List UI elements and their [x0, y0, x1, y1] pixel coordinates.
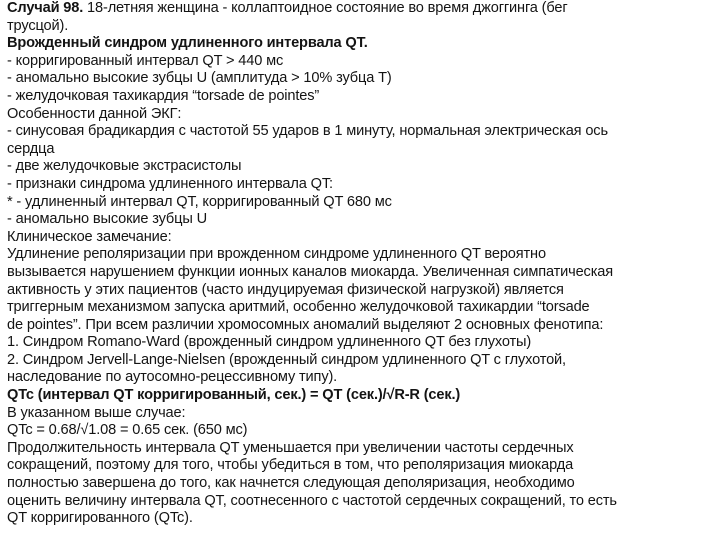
- case-title-line: [7, 0, 717, 18]
- clinical-line: активность у этих пациентов (часто индуцируемая физической нагрузкой) является: [7, 281, 564, 298]
- diagnosis-item: - корригированный интервал QT > 440 мс: [7, 52, 284, 69]
- clinical-line: de pointes”. При всем различии хромосомных аномалий выделяют 2 основных фенотипа:: [7, 316, 604, 333]
- example-intro: В указанном выше случае:: [7, 404, 186, 421]
- case-title-text: 18-летняя женщина - коллаптоидное состояние во время джоггинга (бег: [83, 0, 568, 16]
- clinical-line: триггерным механизмом запуска аритмий, особенно желудочковой тахикардии “torsade: [7, 299, 590, 316]
- ecg-line: - две желудочковые экстрасистолы: [7, 158, 242, 175]
- clinical-line: 2. Синдром Jervell-Lange-Nielsen (врожденный синдром удлиненного QT с глухотой,: [7, 351, 566, 368]
- clinical-line: Удлинение реполяризации при врожденном синдроме удлиненного QT вероятно: [7, 246, 546, 263]
- clinical-line: наследование по аутосомно-рецессивному типу).: [7, 369, 338, 386]
- ecg-line: - аномально высокие зубцы U: [7, 211, 207, 228]
- clinical-line: вызывается нарушением функции ионных каналов миокарда. Увеличенная симпатическая: [7, 263, 613, 280]
- conclusion-line: сокращений, поэтому для того, чтобы убедиться в том, что реполяризация миокарда: [7, 457, 574, 474]
- diagnosis-item: - желудочковая тахикардия “torsade de pointes”: [7, 87, 320, 104]
- case-number-label: Случай 98.: [7, 0, 84, 16]
- qtc-formula: QTc (интервал QT корригированный, сек.) = QT (сек.)/√R-R (сек.): [7, 387, 461, 404]
- clinical-heading: Клиническое замечание:: [7, 228, 172, 245]
- case-title-continuation: трусцой).: [7, 17, 69, 34]
- example-calculation: QTc = 0.68/√1.08 = 0.65 сек. (650 мс): [7, 422, 248, 439]
- clinical-line: 1. Синдром Romano-Ward (врожденный синдром удлиненного QT без глухоты): [7, 334, 532, 351]
- diagnosis-item: - аномально высокие зубцы U (амплитуда > 10% зубца T): [7, 70, 392, 87]
- conclusion-line: Продолжительность интервала QT уменьшается при увеличении частоты сердечных: [7, 439, 574, 456]
- conclusion-line: полностью завершена до того, как начнется следующая деполяризация, необходимо: [7, 475, 575, 492]
- ecg-line: * - удлиненный интервал QT, корригированный QT 680 мс: [7, 193, 392, 210]
- ecg-heading: Особенности данной ЭКГ:: [7, 105, 182, 122]
- diagnosis-heading: Врожденный синдром удлиненного интервала QT.: [7, 35, 368, 52]
- ecg-line: - синусовая брадикардия с частотой 55 ударов в 1 минуту, нормальная электрическая ось: [7, 123, 608, 140]
- conclusion-line: оценить величину интервала QT, соотнесенного с частотой сердечных сокращений, то есть: [7, 492, 617, 509]
- ecg-line: - признаки синдрома удлиненного интервала QT:: [7, 175, 333, 192]
- document-page: [7, 0, 717, 528]
- conclusion-line: QT корригированного (QTc).: [7, 510, 193, 527]
- ecg-line: сердца: [7, 140, 55, 157]
